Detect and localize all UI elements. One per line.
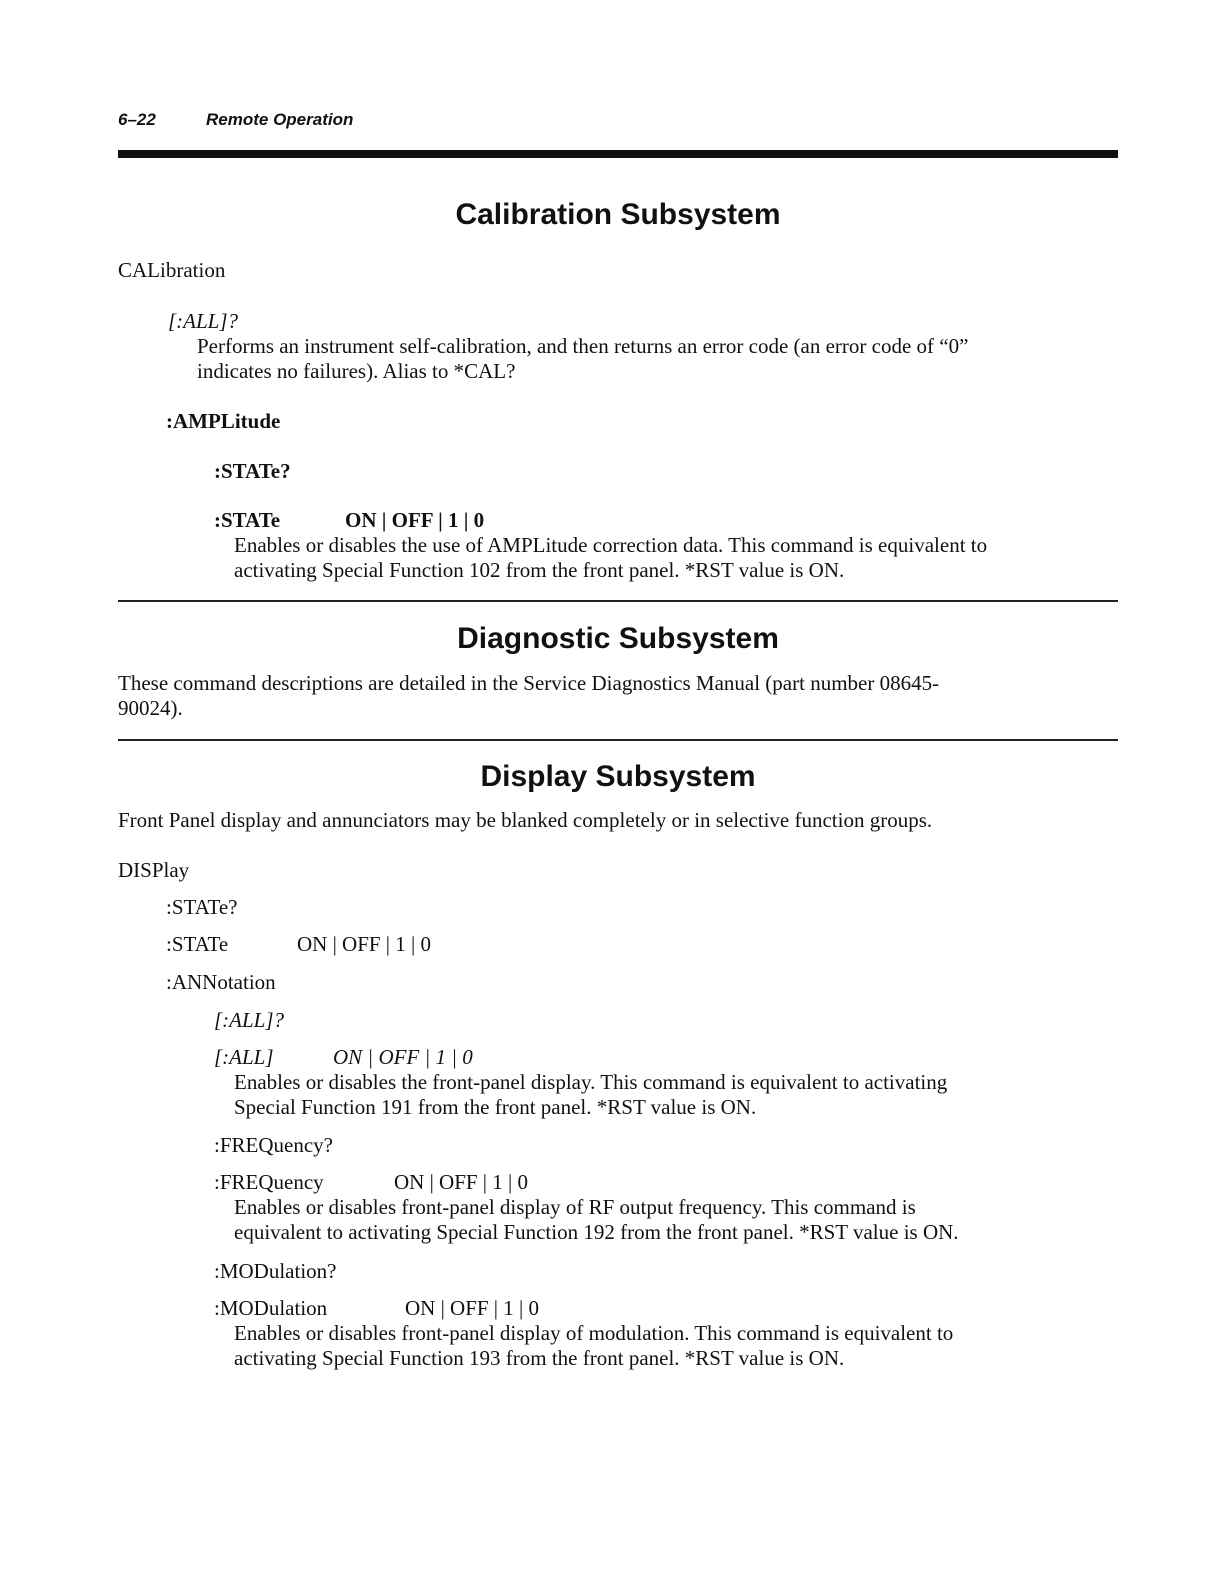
disp-annotation-all-arguments: ON | OFF | 1 | 0 (333, 1045, 473, 1069)
section-title: Remote Operation (206, 110, 354, 129)
disp-frequency-query: :FREQuency? (214, 1133, 333, 1157)
display-root-command: DISPlay (118, 858, 190, 882)
disp-state-command: :STATe (166, 932, 229, 956)
section-divider (118, 739, 1118, 741)
header-rule (118, 150, 1118, 158)
cal-amplitude-command: :AMPLitude (166, 409, 281, 433)
disp-annotation-all-description-line2: Special Function 191 from the front panel. *RST value is ON. (234, 1095, 757, 1119)
disp-frequency-description-line2: equivalent to activating Special Function 192 from the front panel. *RST value is ON. (234, 1220, 959, 1244)
cal-state-description-line2: activating Special Function 102 from the front panel. *RST value is ON. (234, 558, 845, 582)
display-intro: Front Panel display and annunciators may be blanked completely or in selective function groups. (118, 808, 933, 832)
calibration-root-command: CALibration (118, 258, 226, 282)
disp-state-arguments: ON | OFF | 1 | 0 (297, 932, 431, 956)
diagnostic-heading: Diagnostic Subsystem (457, 622, 779, 655)
calibration-heading: Calibration Subsystem (455, 198, 781, 231)
disp-frequency-command: :FREQuency (214, 1170, 324, 1194)
running-head (118, 110, 353, 130)
disp-annotation-all-description-line1: Enables or disables the front-panel display. This command is equivalent to activating (234, 1070, 948, 1094)
cal-all-description-line1: Performs an instrument self-calibration, and then returns an error code (an error code of “0” (197, 334, 969, 358)
diagnostic-description-line2: 90024). (118, 696, 183, 720)
display-heading: Display Subsystem (480, 760, 756, 793)
cal-all-query: [:ALL]? (168, 309, 239, 333)
disp-state-query: :STATe? (166, 895, 238, 919)
page-number: 6–22 (118, 110, 156, 129)
cal-state-query: :STATe? (214, 459, 291, 483)
disp-modulation-description-line1: Enables or disables front-panel display of modulation. This command is equivalent to (234, 1321, 954, 1345)
cal-state-arguments: ON | OFF | 1 | 0 (345, 508, 485, 532)
disp-annotation-all-command: [:ALL] (214, 1045, 274, 1069)
disp-annotation-command: :ANNotation (166, 970, 276, 994)
cal-state-command: :STATe (214, 508, 281, 532)
disp-annotation-all-query: [:ALL]? (214, 1008, 285, 1032)
disp-frequency-arguments: ON | OFF | 1 | 0 (394, 1170, 528, 1194)
disp-modulation-description-line2: activating Special Function 193 from the front panel. *RST value is ON. (234, 1346, 845, 1370)
disp-modulation-query: :MODulation? (214, 1259, 337, 1283)
cal-state-description-line1: Enables or disables the use of AMPLitude correction data. This command is equivalent to (234, 533, 988, 557)
disp-modulation-command: :MODulation (214, 1296, 328, 1320)
diagnostic-description-line1: These command descriptions are detailed in the Service Diagnostics Manual (part number 08645- (118, 671, 940, 695)
section-divider (118, 600, 1118, 602)
disp-frequency-description-line1: Enables or disables front-panel display of RF output frequency. This command is (234, 1195, 916, 1219)
cal-all-description-line2: indicates no failures). Alias to *CAL? (197, 359, 516, 383)
disp-modulation-arguments: ON | OFF | 1 | 0 (405, 1296, 539, 1320)
